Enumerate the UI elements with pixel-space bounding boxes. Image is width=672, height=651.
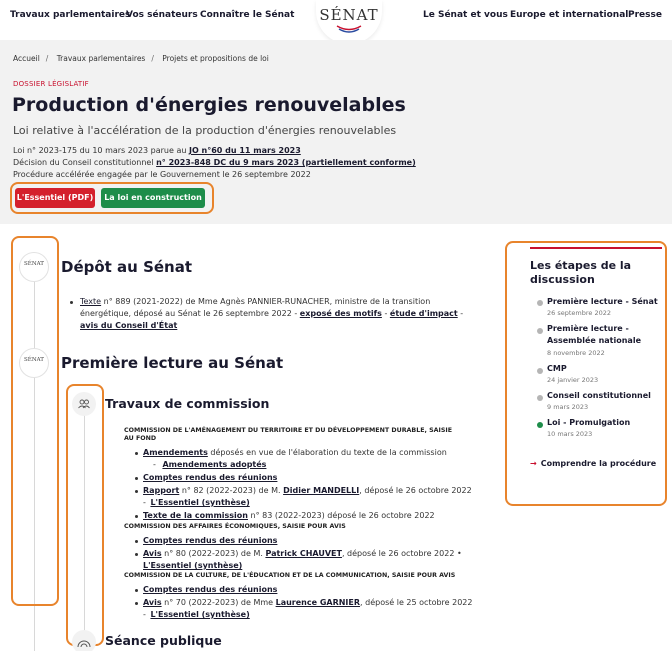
nav-travaux-parlementaires[interactable]: Travaux parlementaires [10,10,131,20]
essentiel-synthese-link[interactable]: L'Essentiel (synthèse) [143,561,243,570]
author-link[interactable]: Patrick CHAUVET [265,549,342,558]
page-title: Production d'énergies renouvelables [12,94,406,116]
dash-separator: - [143,610,146,619]
list-item [143,561,242,571]
rapport-text: n° 82 (2022-2023) de M. [179,486,284,495]
nav-presse[interactable]: Presse [628,10,662,20]
comptes-rendus-link[interactable]: Comptes rendus des réunions [143,473,278,482]
amendements-link[interactable]: Amendements [143,448,208,457]
seance-publique-title: Séance publique [105,633,222,648]
step-5-label[interactable]: Loi - Promulgation [547,418,631,427]
section-depot-title: Dépôt au Sénat [61,258,193,276]
page-subtitle: Loi relative à l'accélération de la production d'énergies renouvelables [13,124,397,137]
arrow-right-icon: → [530,459,537,468]
step-3-date: 24 janvier 2023 [547,376,599,384]
nav-senat-et-vous[interactable]: Le Sénat et vous [423,10,508,20]
list-item [143,511,435,521]
commission-1-heading-2: AU FOND [124,435,157,442]
step-1-label[interactable]: Première lecture - Sénat [547,297,658,306]
list-item [143,448,447,458]
essentiel-pdf-button[interactable]: L'Essentiel (PDF) [15,188,95,208]
breadcrumb-accueil[interactable]: Accueil [13,54,40,63]
senat-logo-icon [19,348,49,378]
section-premiere-lecture-title: Première lecture au Sénat [61,354,284,372]
comptes-rendus-link[interactable]: Comptes rendus des réunions [143,536,278,545]
commission-1-heading: COMMISSION DE L'AMÉNAGEMENT DU TERRITOIRE ET DU DÉVELOPPEMENT DURABLE, SAISIE [124,427,453,434]
avis-conseil-etat-link[interactable]: avis du Conseil d'État [80,321,178,330]
step-dot [537,328,543,334]
amendements-text: déposés en vue de l'élaboration du texte de la commission [207,448,447,457]
step-2-label[interactable]: Première lecture - Assemblée nationale [547,324,641,345]
decision-link[interactable]: n° 2023-848 DC du 9 mars 2023 (partiellement conforme) [156,158,416,167]
step-dot [537,368,543,374]
rail-logo-text: SÉNAT [24,261,44,267]
step-5-date: 10 mars 2023 [547,430,593,438]
nav-europe-international[interactable]: Europe et international [510,10,629,20]
breadcrumb: Accueil / Travaux parlementaires / Projets et propositions de loi [13,54,269,63]
dash-separator: - [381,309,390,318]
list-item [153,460,266,470]
nav-connaitre-le-senat[interactable]: Connaître le Sénat [200,10,295,20]
commission-2-heading: COMMISSION DES AFFAIRES ÉCONOMIQUES, SAISIE POUR AVIS [124,523,346,530]
list-bullet [135,452,138,455]
step-dot [537,300,543,306]
depot-text-line2 [80,309,463,319]
meta-decision-text: Décision du Conseil constitutionnel [13,158,157,167]
jo-link[interactable]: JO n°60 du 11 mars 2023 [188,146,301,155]
step-1-date: 26 septembre 2022 [547,309,611,317]
list-bullet [135,589,138,592]
loi-en-construction-button[interactable]: La loi en construction [101,188,205,208]
travaux-commission-title: Travaux de commission [105,396,270,411]
etude-impact-link[interactable]: étude d'impact [389,309,458,318]
avis-date: , déposé le 26 octobre 2022 • [341,549,462,558]
list-item [143,585,277,595]
meta-loi [13,146,301,155]
list-bullet [135,515,138,518]
step-2-date: 8 novembre 2022 [547,349,605,357]
depot-line1: n° 889 (2021-2022) de Mme Agnès PANNIER-RUNACHER, ministre de la transition [101,297,431,306]
breadcrumb-travaux[interactable]: Travaux parlementaires [56,54,146,63]
hemicycle-icon [72,630,96,651]
meta-loi-text: Loi n° 2023-175 du 10 mars 2023 parue au [13,146,189,155]
list-bullet [135,553,138,556]
rapport-link[interactable]: Rapport [143,486,180,495]
senat-logo[interactable] [316,0,382,44]
dossier-header [0,40,672,224]
essentiel-synthese-link[interactable]: L'Essentiel (synthèse) [150,610,250,619]
list-item [143,549,462,559]
comprendre-procedure-link[interactable] [530,459,656,468]
logo-waves-icon [336,24,362,34]
dash-separator: - [143,498,146,507]
avis-date: , déposé le 25 octobre 2022 [360,598,473,607]
expose-motifs-link[interactable]: exposé des motifs [299,309,382,318]
list-item [143,473,277,483]
people-icon [72,392,96,416]
eyebrow-label: DOSSIER LÉGISLATIF [13,80,89,88]
avis-text: n° 70 (2022-2023) de Mme [161,598,276,607]
depot-text-line3 [80,321,177,331]
list-bullet [135,477,138,480]
step-4-date: 9 mars 2023 [547,403,589,411]
panel-accent-bar [530,247,662,249]
dash-separator: - [153,460,156,469]
amendements-adoptes-link[interactable]: Amendements adoptés [162,460,267,469]
logo-text: SÉNAT [319,6,379,24]
timeline-highlight [11,236,59,606]
list-item [143,498,250,508]
list-bullet [70,301,73,304]
step-dot-current [537,422,543,428]
senat-logo-icon [19,252,49,282]
avis-link[interactable]: Avis [143,598,162,607]
list-item [143,598,473,608]
depot-texte-link[interactable]: Texte [80,297,102,306]
essentiel-synthese-link[interactable]: L'Essentiel (synthèse) [150,498,250,507]
meta-decision [13,158,416,167]
rapport-date: , déposé le 26 octobre 2022 [359,486,472,495]
commission-3-heading: COMMISSION DE LA CULTURE, DE L'ÉDUCATION ET DE LA COMMUNICATION, SAISIE POUR AVIS [124,572,456,579]
sub-timeline-highlight [66,384,104,646]
nav-vos-senateurs[interactable]: Vos sénateurs [126,10,198,20]
texte-commission-link[interactable]: Texte de la commission [143,511,248,520]
avis-link[interactable]: Avis [143,549,162,558]
rail-logo-text: SÉNAT [24,357,44,363]
step-3-label[interactable]: CMP [547,364,567,373]
meta-procedure: Procédure accélérée engagée par le Gouvernement le 26 septembre 2022 [13,170,311,179]
texte-commission-text: n° 83 (2022-2023) déposé le 26 octobre 2022 [248,511,435,520]
list-item [143,486,472,496]
step-dot [537,395,543,401]
list-bullet [135,602,138,605]
list-bullet [135,490,138,493]
list-item [143,536,277,546]
breadcrumb-projets: Projets et propositions de loi [162,54,269,63]
author-link[interactable]: Didier MANDELLI [283,486,360,495]
dash-separator: - [457,309,464,318]
avis-text: n° 80 (2022-2023) de M. [161,549,266,558]
depot-text-line1 [80,297,430,307]
list-item [143,610,250,620]
step-4-label[interactable]: Conseil constitutionnel [547,391,651,400]
procedure-label: Comprendre la procédure [540,459,657,468]
comptes-rendus-link[interactable]: Comptes rendus des réunions [143,585,278,594]
etapes-title: Les étapes de la discussion [530,259,632,286]
author-link[interactable]: Laurence GARNIER [275,598,361,607]
list-bullet [135,540,138,543]
depot-line2: énergétique, déposé au Sénat le 26 septembre 2022 - [80,309,300,318]
